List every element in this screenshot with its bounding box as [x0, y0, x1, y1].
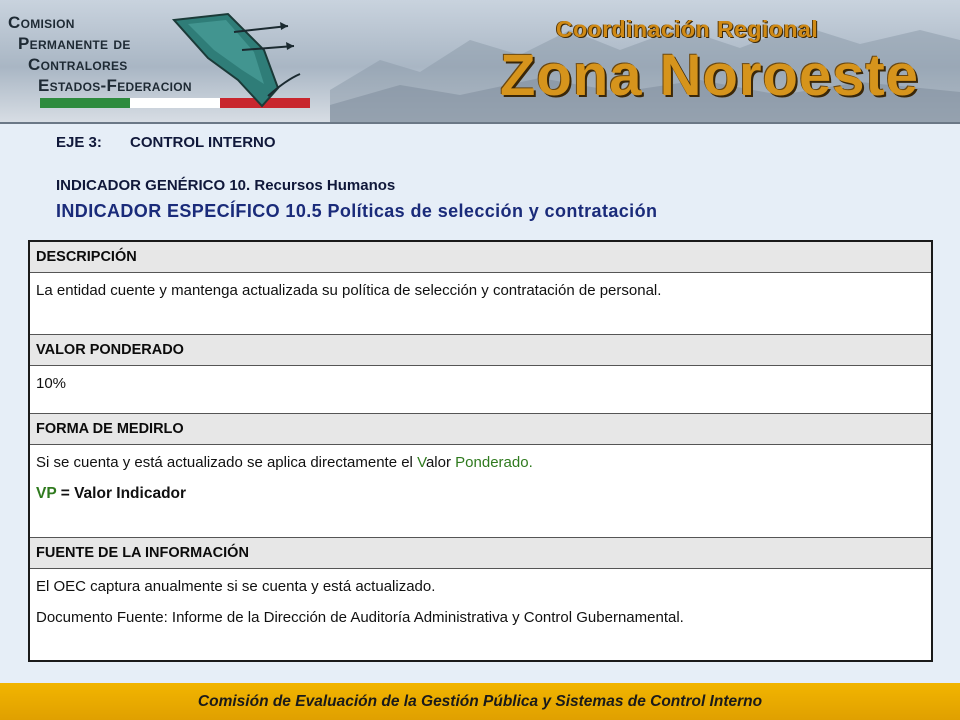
- indicador-especifico: INDICADOR ESPECÍFICO 10.5 Políticas de selección y contratación: [56, 201, 658, 221]
- forma-v: V: [417, 454, 426, 471]
- org-line-3: Contralores: [28, 55, 128, 74]
- footer-text: Comisión de Evaluación de la Gestión Pública y Sistemas de Control Interno: [197, 693, 763, 710]
- forma-alor: alor: [425, 454, 456, 471]
- forma-p: P: [455, 454, 466, 471]
- eje-heading: [56, 134, 276, 151]
- descripcion-cell: [30, 273, 931, 335]
- fuente-text-1: El OEC captura anualmente si se cuenta y está actualizado.: [36, 578, 436, 595]
- indicador-generico: INDICADOR GENÉRICO 10. Recursos Humanos: [56, 177, 396, 194]
- indicator-table: [28, 240, 933, 662]
- eje-label: EJE 3:: [56, 134, 102, 151]
- org-line-4: Estados-Federacion: [38, 76, 192, 95]
- forma-header: FORMA DE MEDIRLO: [30, 414, 931, 445]
- fuente-cell: [30, 569, 931, 660]
- forma-text-prefix: Si se cuenta y está actualizado se aplica directamente el: [36, 454, 418, 471]
- fuente-header: FUENTE DE LA INFORMACIÓN: [30, 538, 931, 569]
- footer-bar: [0, 683, 960, 720]
- map-emblem-icon: [168, 10, 308, 110]
- forma-text: [36, 454, 925, 471]
- valor-text: 10%: [36, 375, 67, 392]
- valor-header: VALOR PONDERADO: [30, 335, 931, 366]
- region-name: Zona Noroeste: [500, 43, 920, 108]
- valor-cell: [30, 366, 931, 414]
- vp-abbr: VP: [36, 485, 57, 502]
- descripcion-text: La entidad cuente y mantenga actualizada su política de selección y contratación de personal.: [36, 282, 662, 299]
- forma-onderado: onderado.: [465, 454, 533, 471]
- header-banner: [0, 0, 960, 124]
- vp-formula: [36, 485, 925, 503]
- fuente-text-2: Documento Fuente: Informe de la Dirección de Auditoría Administrativa y Control Gubernamental.: [36, 609, 684, 626]
- descripcion-header: DESCRIPCIÓN: [30, 242, 931, 273]
- org-line-1: Comision: [8, 13, 75, 32]
- eje-value: CONTROL INTERNO: [130, 134, 276, 151]
- vp-rest: = Valor Indicador: [56, 485, 187, 502]
- org-line-2: Permanente de: [18, 34, 131, 53]
- region-title: Coordinación Regional: [556, 16, 819, 42]
- forma-cell: [30, 445, 931, 538]
